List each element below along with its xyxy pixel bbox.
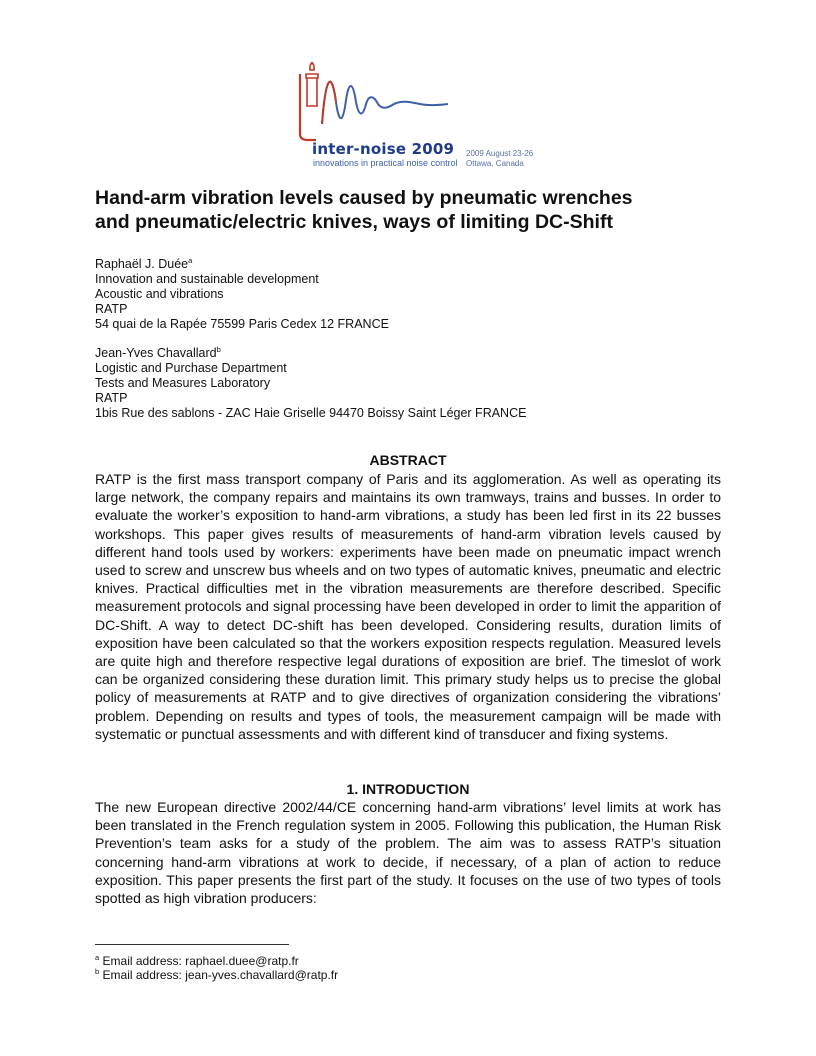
- affiliation-line: Tests and Measures Laboratory: [95, 376, 271, 390]
- conference-tagline: innovations in practical noise control: [313, 158, 458, 168]
- conference-logo: [296, 62, 556, 174]
- affiliation-line: 1bis Rue des sablons - ZAC Haie Griselle 94470 Boissy Saint Léger FRANCE: [95, 406, 527, 420]
- introduction-text: The new European directive 2002/44/CE concerning hand-arm vibrations’ level limits at work has been translated in the French regulation system in 2005. Following this publication, the Human Risk Prevention’s team asks for a study of the problem. The aim was to assess RATP’s situation concerning hand-arm vibrations at work to decide, if necessary, of a plan of action to reduce exposition. This paper presents the first part of the study. It focuses on the use of two types of tools spotted as high vibration producers:: [95, 799, 721, 907]
- affiliation-line: Acoustic and vibrations: [95, 287, 224, 301]
- title-line: Hand-arm vibration levels caused by pneumatic wrenches: [95, 187, 633, 209]
- conference-dates: 2009 August 23-26: [466, 149, 534, 158]
- paper-title: [95, 186, 735, 234]
- footnote-marker: a: [95, 953, 100, 962]
- affiliation-line: Innovation and sustainable development: [95, 272, 319, 286]
- logo-tower-icon: [306, 62, 318, 106]
- author-name: Raphaël J. Duée$^a$: [95, 255, 193, 271]
- affiliation-line: 54 quai de la Rapée 75599 Paris Cedex 12 FRANCE: [95, 317, 389, 331]
- footnote-marker: b: [95, 967, 100, 976]
- conference-name: inter-noise 2009: [312, 140, 455, 158]
- logo-graphic: [296, 62, 556, 142]
- abstract-heading: ABSTRACT: [369, 452, 447, 468]
- author-block: [95, 346, 715, 421]
- affiliation-line: RATP: [95, 391, 128, 405]
- footnote: $^b$ Email address: jean-yves.chavallard@ratp.fr: [95, 967, 339, 982]
- affiliation-line: RATP: [95, 302, 128, 316]
- author-block: [95, 257, 715, 332]
- title-line: and pneumatic/electric knives, ways of limiting DC-Shift: [95, 211, 613, 233]
- footnote: $^a$ Email address: raphael.duee@ratp.fr: [95, 953, 299, 968]
- conference-dates-block: [466, 149, 533, 169]
- author-marker: b: [216, 344, 221, 354]
- conference-location: Ottawa, Canada: [466, 159, 524, 168]
- logo-wave-icon: [322, 82, 448, 124]
- affiliation-line: Logistic and Purchase Department: [95, 361, 287, 375]
- introduction-heading: 1. INTRODUCTION: [346, 781, 470, 797]
- logo-bracket-icon: [300, 74, 316, 140]
- abstract-text: RATP is the first mass transport company of Paris and its agglomeration. As well as operating its large network, the company repairs and maintains its own tramways, trains and busses. In order to evaluate the worker’s exposition to hand-arm vibrations, a study has been led first in its 22 busses workshops. This paper gives results of measurements of hand-arm vibration levels caused by different hand tools used by workers: experiments have been made on pneumatic impact wrench used to screw and unscrew bus wheels and on two types of automatic knives, pneumatic and electric knives. Practical difficulties met in the vibration measurements are therefore described. Specific measurement protocols and signal processing have been developed in order to limit the apparition of DC-Shift. A way to detect DC-shift has been developed. Considering results, duration limits of exposition have been calculated so that the workers exposition respects regulation. Measured levels are quite high and therefore respective legal durations of exposition are brief. The timeslot of work can be organized considering these duration limit. This primary study helps us to precise the global policy of measurements at RATP and to give directives of organization considering the vibrations’ problem. Depending on results and types of tools, the measurement campaign will be made with systematic or punctual assessments and with different kind of transducer and fixing systems.: [95, 471, 721, 742]
- footnotes: [95, 954, 338, 982]
- author-name: Jean-Yves Chavallard$^b$: [95, 344, 221, 360]
- author-marker: a: [188, 255, 193, 265]
- footnote-divider: [95, 944, 289, 945]
